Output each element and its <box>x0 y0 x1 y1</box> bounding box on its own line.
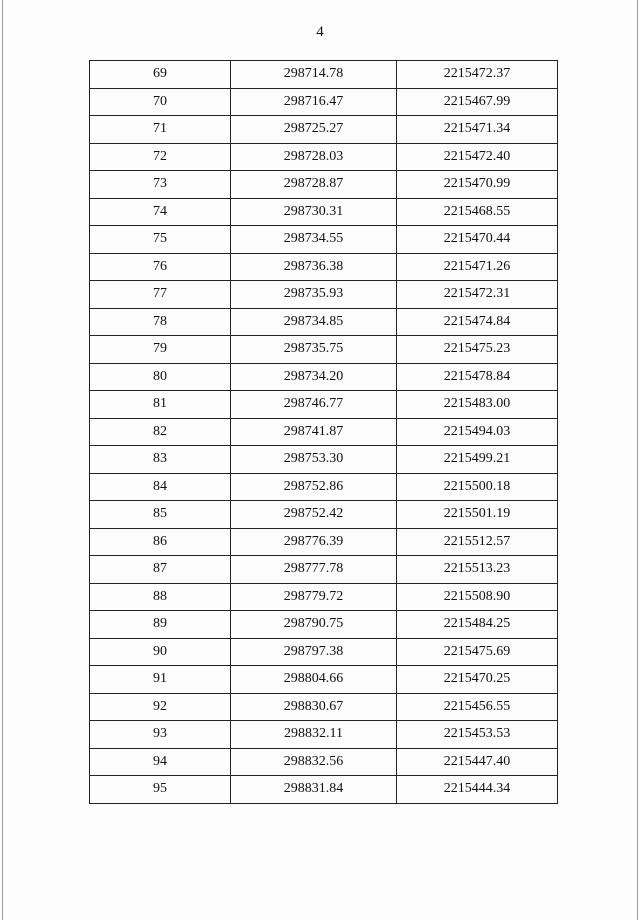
point-number-cell: 82 <box>90 418 231 446</box>
y-coordinate-cell: 2215447.40 <box>397 748 558 776</box>
point-number-cell: 73 <box>90 171 231 199</box>
table-row <box>90 143 558 171</box>
point-number-cell: 69 <box>90 61 231 89</box>
x-coordinate-cell: 298714.78 <box>231 61 397 89</box>
point-number-cell: 75 <box>90 226 231 254</box>
x-coordinate-cell: 298752.86 <box>231 473 397 501</box>
table-row <box>90 253 558 281</box>
point-number-cell: 89 <box>90 611 231 639</box>
table-row <box>90 446 558 474</box>
table-row <box>90 721 558 749</box>
table-row <box>90 226 558 254</box>
table-row <box>90 473 558 501</box>
point-number-cell: 88 <box>90 583 231 611</box>
x-coordinate-cell: 298797.38 <box>231 638 397 666</box>
y-coordinate-cell: 2215501.19 <box>397 501 558 529</box>
y-coordinate-cell: 2215453.53 <box>397 721 558 749</box>
point-number-cell: 84 <box>90 473 231 501</box>
y-coordinate-cell: 2215483.00 <box>397 391 558 419</box>
x-coordinate-cell: 298830.67 <box>231 693 397 721</box>
y-coordinate-cell: 2215444.34 <box>397 776 558 804</box>
table-row <box>90 666 558 694</box>
y-coordinate-cell: 2215512.57 <box>397 528 558 556</box>
point-number-cell: 85 <box>90 501 231 529</box>
x-coordinate-cell: 298734.55 <box>231 226 397 254</box>
table-row <box>90 748 558 776</box>
x-coordinate-cell: 298741.87 <box>231 418 397 446</box>
x-coordinate-cell: 298735.93 <box>231 281 397 309</box>
point-number-cell: 80 <box>90 363 231 391</box>
coordinate-table <box>89 60 558 804</box>
y-coordinate-cell: 2215470.44 <box>397 226 558 254</box>
table-row <box>90 336 558 364</box>
y-coordinate-cell: 2215499.21 <box>397 446 558 474</box>
x-coordinate-cell: 298734.85 <box>231 308 397 336</box>
point-number-cell: 94 <box>90 748 231 776</box>
y-coordinate-cell: 2215500.18 <box>397 473 558 501</box>
table-row <box>90 198 558 226</box>
point-number-cell: 70 <box>90 88 231 116</box>
x-coordinate-cell: 298832.56 <box>231 748 397 776</box>
table-row <box>90 171 558 199</box>
x-coordinate-cell: 298725.27 <box>231 116 397 144</box>
x-coordinate-cell: 298753.30 <box>231 446 397 474</box>
scan-edge-right <box>637 0 638 920</box>
y-coordinate-cell: 2215494.03 <box>397 418 558 446</box>
table-row <box>90 61 558 89</box>
point-number-cell: 93 <box>90 721 231 749</box>
point-number-cell: 87 <box>90 556 231 584</box>
table-row <box>90 308 558 336</box>
x-coordinate-cell: 298777.78 <box>231 556 397 584</box>
y-coordinate-cell: 2215472.40 <box>397 143 558 171</box>
table-row <box>90 116 558 144</box>
y-coordinate-cell: 2215472.37 <box>397 61 558 89</box>
y-coordinate-cell: 2215471.34 <box>397 116 558 144</box>
y-coordinate-cell: 2215484.25 <box>397 611 558 639</box>
y-coordinate-cell: 2215475.69 <box>397 638 558 666</box>
x-coordinate-cell: 298752.42 <box>231 501 397 529</box>
point-number-cell: 74 <box>90 198 231 226</box>
table-row <box>90 611 558 639</box>
point-number-cell: 95 <box>90 776 231 804</box>
table-row <box>90 501 558 529</box>
x-coordinate-cell: 298831.84 <box>231 776 397 804</box>
y-coordinate-cell: 2215468.55 <box>397 198 558 226</box>
x-coordinate-cell: 298736.38 <box>231 253 397 281</box>
x-coordinate-cell: 298790.75 <box>231 611 397 639</box>
point-number-cell: 92 <box>90 693 231 721</box>
y-coordinate-cell: 2215471.26 <box>397 253 558 281</box>
x-coordinate-cell: 298728.87 <box>231 171 397 199</box>
y-coordinate-cell: 2215470.25 <box>397 666 558 694</box>
x-coordinate-cell: 298779.72 <box>231 583 397 611</box>
point-number-cell: 72 <box>90 143 231 171</box>
table-row <box>90 391 558 419</box>
table-row <box>90 638 558 666</box>
table-row <box>90 363 558 391</box>
scan-edge-left <box>2 0 3 920</box>
point-number-cell: 91 <box>90 666 231 694</box>
y-coordinate-cell: 2215478.84 <box>397 363 558 391</box>
table-row <box>90 418 558 446</box>
point-number-cell: 78 <box>90 308 231 336</box>
table-row <box>90 693 558 721</box>
y-coordinate-cell: 2215513.23 <box>397 556 558 584</box>
point-number-cell: 71 <box>90 116 231 144</box>
y-coordinate-cell: 2215474.84 <box>397 308 558 336</box>
x-coordinate-cell: 298734.20 <box>231 363 397 391</box>
x-coordinate-cell: 298832.11 <box>231 721 397 749</box>
point-number-cell: 79 <box>90 336 231 364</box>
page-number: 4 <box>316 24 324 40</box>
table-row <box>90 556 558 584</box>
point-number-cell: 83 <box>90 446 231 474</box>
x-coordinate-cell: 298728.03 <box>231 143 397 171</box>
point-number-cell: 86 <box>90 528 231 556</box>
y-coordinate-cell: 2215508.90 <box>397 583 558 611</box>
x-coordinate-cell: 298716.47 <box>231 88 397 116</box>
y-coordinate-cell: 2215475.23 <box>397 336 558 364</box>
x-coordinate-cell: 298746.77 <box>231 391 397 419</box>
x-coordinate-cell: 298804.66 <box>231 666 397 694</box>
y-coordinate-cell: 2215467.99 <box>397 88 558 116</box>
table-row <box>90 528 558 556</box>
table-row <box>90 88 558 116</box>
coordinate-table-body <box>90 61 558 804</box>
point-number-cell: 77 <box>90 281 231 309</box>
point-number-cell: 81 <box>90 391 231 419</box>
x-coordinate-cell: 298730.31 <box>231 198 397 226</box>
table-row <box>90 583 558 611</box>
point-number-cell: 90 <box>90 638 231 666</box>
y-coordinate-cell: 2215472.31 <box>397 281 558 309</box>
x-coordinate-cell: 298776.39 <box>231 528 397 556</box>
y-coordinate-cell: 2215470.99 <box>397 171 558 199</box>
table-row <box>90 281 558 309</box>
point-number-cell: 76 <box>90 253 231 281</box>
y-coordinate-cell: 2215456.55 <box>397 693 558 721</box>
table-row <box>90 776 558 804</box>
x-coordinate-cell: 298735.75 <box>231 336 397 364</box>
